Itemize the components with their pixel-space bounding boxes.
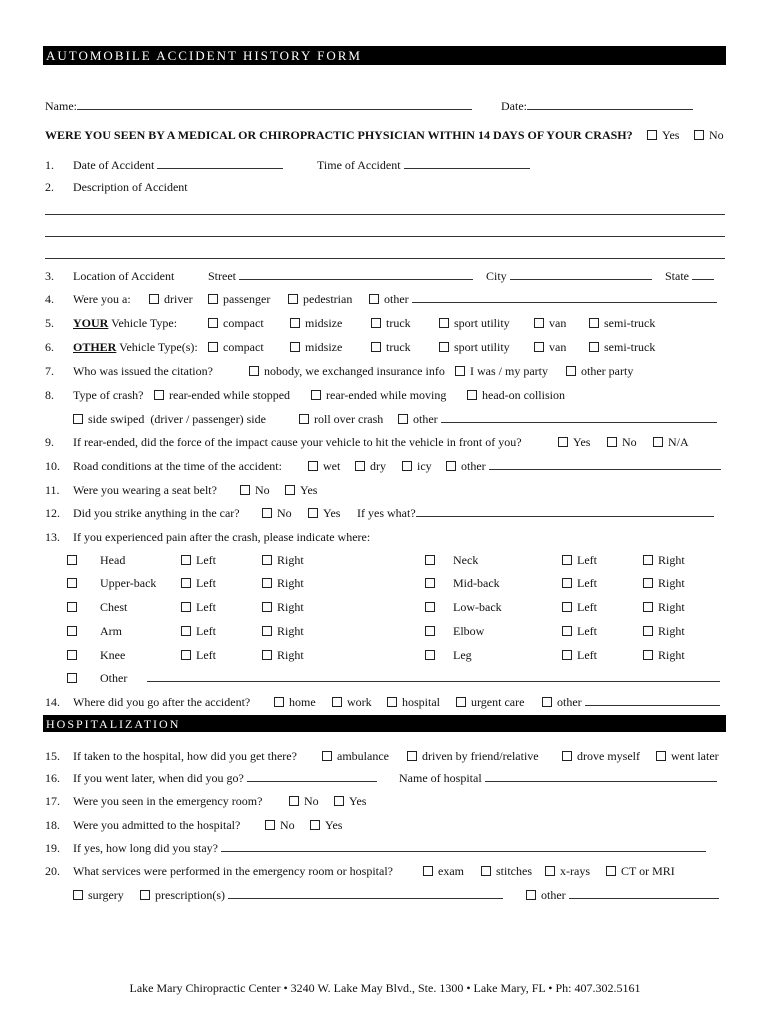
description-line-3[interactable] bbox=[45, 258, 725, 259]
service-surgery[interactable]: surgery bbox=[73, 886, 124, 904]
checkbox-icon bbox=[562, 555, 572, 565]
checkbox-icon bbox=[299, 414, 309, 424]
service-exam[interactable]: exam bbox=[423, 862, 464, 880]
checkbox-icon bbox=[308, 461, 318, 471]
question-7: 7. Who was issued the citation? nobody, we exchanged insurance info I was / my party other party bbox=[45, 364, 634, 378]
checkbox-icon bbox=[371, 318, 381, 328]
service-other[interactable]: other bbox=[526, 886, 719, 904]
checkbox-icon bbox=[265, 820, 275, 830]
transport-friend[interactable]: driven by friend/relative bbox=[407, 747, 539, 765]
pain-arm-right[interactable]: Right bbox=[262, 622, 304, 640]
your-truck[interactable]: truck bbox=[371, 314, 411, 332]
admitted-no[interactable]: No bbox=[265, 816, 295, 834]
checkbox-icon bbox=[208, 318, 218, 328]
pain-other-row: Other bbox=[0, 669, 770, 687]
checkbox-icon bbox=[154, 390, 164, 400]
went-other[interactable]: other bbox=[542, 693, 720, 711]
your-midsize[interactable]: midsize bbox=[290, 314, 342, 332]
checkbox-icon bbox=[607, 437, 617, 447]
date-field[interactable]: Date: bbox=[501, 97, 693, 115]
checkbox-icon bbox=[562, 751, 572, 761]
checkbox-icon bbox=[181, 626, 191, 636]
checkbox-icon bbox=[67, 578, 77, 588]
pain-row: Head Left Right Neck Left Right bbox=[0, 551, 770, 569]
question-11: 11. Were you wearing a seat belt? No Yes bbox=[45, 483, 318, 497]
checkbox-icon bbox=[308, 508, 318, 518]
went-home[interactable]: home bbox=[274, 693, 316, 711]
citation-other-party[interactable]: other party bbox=[566, 362, 633, 380]
checkbox-icon bbox=[643, 626, 653, 636]
checkbox-icon bbox=[67, 650, 77, 660]
form-title: AUTOMOBILE ACCIDENT HISTORY FORM bbox=[43, 46, 726, 65]
checkbox-icon bbox=[643, 650, 653, 660]
checkbox-icon bbox=[534, 342, 544, 352]
other-truck[interactable]: truck bbox=[371, 338, 411, 356]
checkbox-icon bbox=[289, 796, 299, 806]
checkbox-icon bbox=[407, 751, 417, 761]
checkbox-icon bbox=[67, 555, 77, 565]
checkbox-icon bbox=[446, 461, 456, 471]
question-20-cont bbox=[0, 886, 770, 904]
physician-question-row bbox=[0, 126, 770, 144]
checkbox-icon bbox=[181, 602, 191, 612]
went-work[interactable]: work bbox=[332, 693, 372, 711]
checkbox-icon bbox=[262, 578, 272, 588]
er-yes[interactable]: Yes bbox=[334, 792, 366, 810]
road-other[interactable]: other bbox=[446, 457, 721, 475]
admitted-yes[interactable]: Yes bbox=[310, 816, 342, 834]
other-van[interactable]: van bbox=[534, 338, 566, 356]
service-stitches[interactable]: stitches bbox=[481, 862, 532, 880]
checkbox-icon bbox=[288, 294, 298, 304]
checkbox-icon bbox=[425, 578, 435, 588]
question-15: 15. If taken to the hospital, how did you get there? ambulance driven by friend/relative drove myself went later bbox=[45, 749, 719, 763]
crash-side-swiped[interactable]: side swiped (driver / passenger) side bbox=[73, 410, 266, 428]
question-3: 3. Location of Accident Street City State bbox=[0, 267, 770, 285]
seatbelt-no[interactable]: No bbox=[240, 481, 270, 499]
q9-na[interactable]: N/A bbox=[653, 433, 689, 451]
pain-arm-left[interactable]: Left bbox=[181, 622, 216, 640]
checkbox-icon bbox=[589, 342, 599, 352]
checkbox-icon bbox=[562, 602, 572, 612]
question-20: 20. What services were performed in the emergency room or hospital? exam stitches x-rays CT or MRI bbox=[45, 864, 675, 878]
checkbox-icon bbox=[423, 866, 433, 876]
checkbox-icon bbox=[262, 555, 272, 565]
pain-low-back-right[interactable]: Right bbox=[643, 598, 685, 616]
pain-elbow-left[interactable]: Left bbox=[562, 622, 597, 640]
checkbox-icon bbox=[425, 602, 435, 612]
pain-chest-right[interactable]: Right bbox=[262, 598, 304, 616]
checkbox-icon bbox=[240, 485, 250, 495]
checkbox-icon bbox=[439, 342, 449, 352]
pain-other[interactable] bbox=[67, 669, 82, 687]
service-prescriptions[interactable]: prescription(s) bbox=[140, 886, 503, 904]
pain-knee-left[interactable]: Left bbox=[181, 646, 216, 664]
question-8: 8. Type of crash? rear-ended while stopped rear-ended while moving head-on collision bbox=[45, 388, 565, 402]
question-2: 2. Description of Accident bbox=[45, 180, 188, 194]
service-ct-mri[interactable]: CT or MRI bbox=[606, 862, 675, 880]
checkbox-icon bbox=[355, 461, 365, 471]
name-field[interactable]: Name: bbox=[45, 97, 472, 115]
checkbox-icon bbox=[67, 626, 77, 636]
checkbox-icon bbox=[181, 578, 191, 588]
checkbox-icon bbox=[439, 318, 449, 328]
pain-neck-right[interactable]: Right bbox=[643, 551, 685, 569]
checkbox-icon bbox=[425, 626, 435, 636]
option-passenger[interactable]: passenger bbox=[208, 290, 270, 308]
when-went-field[interactable]: If you went later, when did you go? bbox=[73, 769, 377, 787]
option-other[interactable]: other bbox=[369, 290, 717, 308]
question-1: 1. Date of Accident Time of Accident bbox=[0, 156, 770, 174]
question-14: 14. Where did you go after the accident? home work hospital urgent care other bbox=[0, 693, 770, 711]
checkbox-icon bbox=[545, 866, 555, 876]
pain-upper-back-right[interactable]: Right bbox=[262, 574, 304, 592]
crash-roll-over[interactable]: roll over crash bbox=[299, 410, 383, 428]
checkbox-icon bbox=[534, 318, 544, 328]
street-field[interactable]: Street bbox=[208, 267, 473, 285]
checkbox-icon bbox=[467, 390, 477, 400]
description-line-2[interactable] bbox=[45, 236, 725, 237]
checkbox-icon bbox=[262, 508, 272, 518]
pain-leg[interactable] bbox=[425, 646, 440, 664]
your-compact[interactable]: compact bbox=[208, 314, 264, 332]
checkbox-icon bbox=[425, 650, 435, 660]
transport-went-later[interactable]: went later bbox=[656, 747, 719, 765]
checkbox-icon bbox=[387, 697, 397, 707]
checkbox-icon bbox=[290, 318, 300, 328]
description-line-1[interactable] bbox=[45, 214, 725, 215]
q9-no[interactable]: No bbox=[607, 433, 637, 451]
checkbox-icon bbox=[542, 697, 552, 707]
checkbox-icon bbox=[643, 602, 653, 612]
pain-row: Knee Left Right Leg Left Right bbox=[0, 646, 770, 664]
other-semi-truck[interactable]: semi-truck bbox=[589, 338, 655, 356]
checkbox-icon bbox=[181, 555, 191, 565]
service-xrays[interactable]: x-rays bbox=[545, 862, 590, 880]
checkbox-icon bbox=[181, 650, 191, 660]
q9-yes[interactable]: Yes bbox=[558, 433, 590, 451]
pain-other-field[interactable] bbox=[147, 669, 720, 687]
crash-other[interactable]: other bbox=[398, 410, 717, 428]
pain-upper-back-left[interactable]: Left bbox=[181, 574, 216, 592]
checkbox-icon bbox=[274, 697, 284, 707]
other-midsize[interactable]: midsize bbox=[290, 338, 342, 356]
pain-elbow-right[interactable]: Right bbox=[643, 622, 685, 640]
hospitalization-header: HOSPITALIZATION bbox=[43, 715, 726, 732]
checkbox-icon bbox=[558, 437, 568, 447]
checkbox-icon bbox=[647, 130, 657, 140]
checkbox-icon bbox=[562, 626, 572, 636]
pain-head[interactable] bbox=[67, 551, 82, 569]
pain-chest-left[interactable]: Left bbox=[181, 598, 216, 616]
city-field[interactable]: City bbox=[486, 267, 652, 285]
checkbox-icon bbox=[656, 751, 666, 761]
question-6: 6. OTHER Vehicle Type(s): compact midsize truck sport utility van semi-truck bbox=[45, 340, 656, 354]
your-semi-truck[interactable]: semi-truck bbox=[589, 314, 655, 332]
pain-row: Arm Left Right Elbow Left Right bbox=[0, 622, 770, 640]
pain-knee-right[interactable]: Right bbox=[262, 646, 304, 664]
checkbox-icon bbox=[262, 602, 272, 612]
checkbox-icon bbox=[67, 673, 77, 683]
checkbox-icon bbox=[262, 626, 272, 636]
checkbox-icon bbox=[73, 414, 83, 424]
pain-leg-left[interactable]: Left bbox=[562, 646, 597, 664]
checkbox-icon bbox=[643, 578, 653, 588]
question-9: 9. If rear-ended, did the force of the impact cause your vehicle to hit the vehicle in front of you? Yes No N/A bbox=[45, 435, 689, 449]
er-no[interactable]: No bbox=[289, 792, 319, 810]
pain-chest[interactable] bbox=[67, 598, 82, 616]
physician-yes[interactable]: Yes bbox=[647, 126, 679, 144]
checkbox-icon bbox=[481, 866, 491, 876]
pain-elbow[interactable] bbox=[425, 622, 440, 640]
state-field[interactable]: State bbox=[665, 267, 714, 285]
checkbox-icon bbox=[371, 342, 381, 352]
pain-leg-right[interactable]: Right bbox=[643, 646, 685, 664]
pain-row: Chest Left Right Low-back Left Right bbox=[0, 598, 770, 616]
question-17: 17. Were you seen in the emergency room? No Yes bbox=[45, 794, 367, 808]
question-18: 18. Were you admitted to the hospital? No Yes bbox=[45, 818, 343, 832]
checkbox-icon bbox=[643, 555, 653, 565]
checkbox-icon bbox=[208, 294, 218, 304]
pain-head-left[interactable]: Left bbox=[181, 551, 216, 569]
citation-nobody[interactable]: nobody, we exchanged insurance info bbox=[249, 362, 445, 380]
checkbox-icon bbox=[526, 890, 536, 900]
question-13: 13. If you experienced pain after the crash, please indicate where: bbox=[45, 530, 371, 544]
question-4: 4. Were you a: driver passenger pedestrian other bbox=[0, 290, 770, 308]
pain-neck-left[interactable]: Left bbox=[562, 551, 597, 569]
checkbox-icon bbox=[332, 697, 342, 707]
pain-low-back-left[interactable]: Left bbox=[562, 598, 597, 616]
road-wet[interactable]: wet bbox=[308, 457, 340, 475]
your-sport-utility[interactable]: sport utility bbox=[439, 314, 510, 332]
checkbox-icon bbox=[140, 890, 150, 900]
checkbox-icon bbox=[398, 414, 408, 424]
pain-low-back[interactable] bbox=[425, 598, 440, 616]
checkbox-icon bbox=[566, 366, 576, 376]
checkbox-icon bbox=[262, 650, 272, 660]
checkbox-icon bbox=[562, 578, 572, 588]
went-hospital[interactable]: hospital bbox=[387, 693, 440, 711]
pain-head-right[interactable]: Right bbox=[262, 551, 304, 569]
crash-rear-stopped[interactable]: rear-ended while stopped bbox=[154, 386, 290, 404]
checkbox-icon bbox=[149, 294, 159, 304]
date-of-accident-field[interactable]: Date of Accident bbox=[73, 156, 283, 174]
checkbox-icon bbox=[455, 366, 465, 376]
checkbox-icon bbox=[606, 866, 616, 876]
crash-head-on[interactable]: head-on collision bbox=[467, 386, 565, 404]
checkbox-icon bbox=[322, 751, 332, 761]
physician-question: WERE YOU SEEN BY A MEDICAL OR CHIROPRACTIC PHYSICIAN WITHIN 14 DAYS OF YOUR CRASH? bbox=[45, 128, 633, 142]
checkbox-icon bbox=[310, 820, 320, 830]
footer-contact: Lake Mary Chiropractic Center • 3240 W. Lake May Blvd., Ste. 1300 • Lake Mary, FL • Ph: 407.302.5161 bbox=[129, 981, 641, 995]
seatbelt-yes[interactable]: Yes bbox=[285, 481, 317, 499]
time-of-accident-field[interactable]: Time of Accident bbox=[317, 156, 530, 174]
pain-mid-back[interactable] bbox=[425, 574, 440, 592]
option-pedestrian[interactable]: pedestrian bbox=[288, 290, 352, 308]
checkbox-icon bbox=[369, 294, 379, 304]
stay-length-field[interactable]: If yes, how long did you stay? bbox=[73, 839, 706, 857]
question-16: 16. If you went later, when did you go? Name of hospital bbox=[0, 769, 770, 787]
pain-upper-back[interactable] bbox=[67, 574, 82, 592]
checkbox-icon bbox=[589, 318, 599, 328]
checkbox-icon bbox=[67, 602, 77, 612]
option-driver[interactable]: driver bbox=[149, 290, 193, 308]
pain-row: Upper-back Left Right Mid-back Left Right bbox=[0, 574, 770, 592]
your-van[interactable]: van bbox=[534, 314, 566, 332]
pain-neck[interactable] bbox=[425, 551, 440, 569]
other-compact[interactable]: compact bbox=[208, 338, 264, 356]
question-19: 19. If yes, how long did you stay? bbox=[0, 839, 770, 857]
checkbox-icon bbox=[653, 437, 663, 447]
checkbox-icon bbox=[249, 366, 259, 376]
checkbox-icon bbox=[694, 130, 704, 140]
checkbox-icon bbox=[425, 555, 435, 565]
strike-yes[interactable]: Yes bbox=[308, 504, 340, 522]
strike-what-field[interactable]: If yes what? bbox=[357, 504, 714, 522]
other-sport-utility[interactable]: sport utility bbox=[439, 338, 510, 356]
question-10: 10. Road conditions at the time of the accident: wet dry icy other bbox=[0, 457, 770, 475]
road-dry[interactable]: dry bbox=[355, 457, 386, 475]
pain-knee[interactable] bbox=[67, 646, 82, 664]
physician-no[interactable]: No bbox=[694, 126, 724, 144]
checkbox-icon bbox=[456, 697, 466, 707]
checkbox-icon bbox=[311, 390, 321, 400]
transport-ambulance[interactable]: ambulance bbox=[322, 747, 389, 765]
checkbox-icon bbox=[334, 796, 344, 806]
checkbox-icon bbox=[290, 342, 300, 352]
road-icy[interactable]: icy bbox=[402, 457, 432, 475]
strike-no[interactable]: No bbox=[262, 504, 292, 522]
checkbox-icon bbox=[285, 485, 295, 495]
pain-mid-back-right[interactable]: Right bbox=[643, 574, 685, 592]
checkbox-icon bbox=[402, 461, 412, 471]
citation-my-party[interactable]: I was / my party bbox=[455, 362, 548, 380]
question-5: 5. YOUR Vehicle Type: compact midsize truck sport utility van semi-truck bbox=[45, 316, 656, 330]
checkbox-icon bbox=[208, 342, 218, 352]
name-date-row bbox=[0, 97, 770, 115]
crash-rear-moving[interactable]: rear-ended while moving bbox=[311, 386, 446, 404]
pain-mid-back-left[interactable]: Left bbox=[562, 574, 597, 592]
pain-arm[interactable] bbox=[67, 622, 82, 640]
transport-drove-myself[interactable]: drove myself bbox=[562, 747, 640, 765]
question-12: 12. Did you strike anything in the car? No Yes If yes what? bbox=[0, 504, 770, 522]
checkbox-icon bbox=[73, 890, 83, 900]
checkbox-icon bbox=[562, 650, 572, 660]
went-urgent-care[interactable]: urgent care bbox=[456, 693, 524, 711]
question-8-cont bbox=[0, 410, 770, 428]
hospital-name-field[interactable]: Name of hospital bbox=[399, 769, 717, 787]
